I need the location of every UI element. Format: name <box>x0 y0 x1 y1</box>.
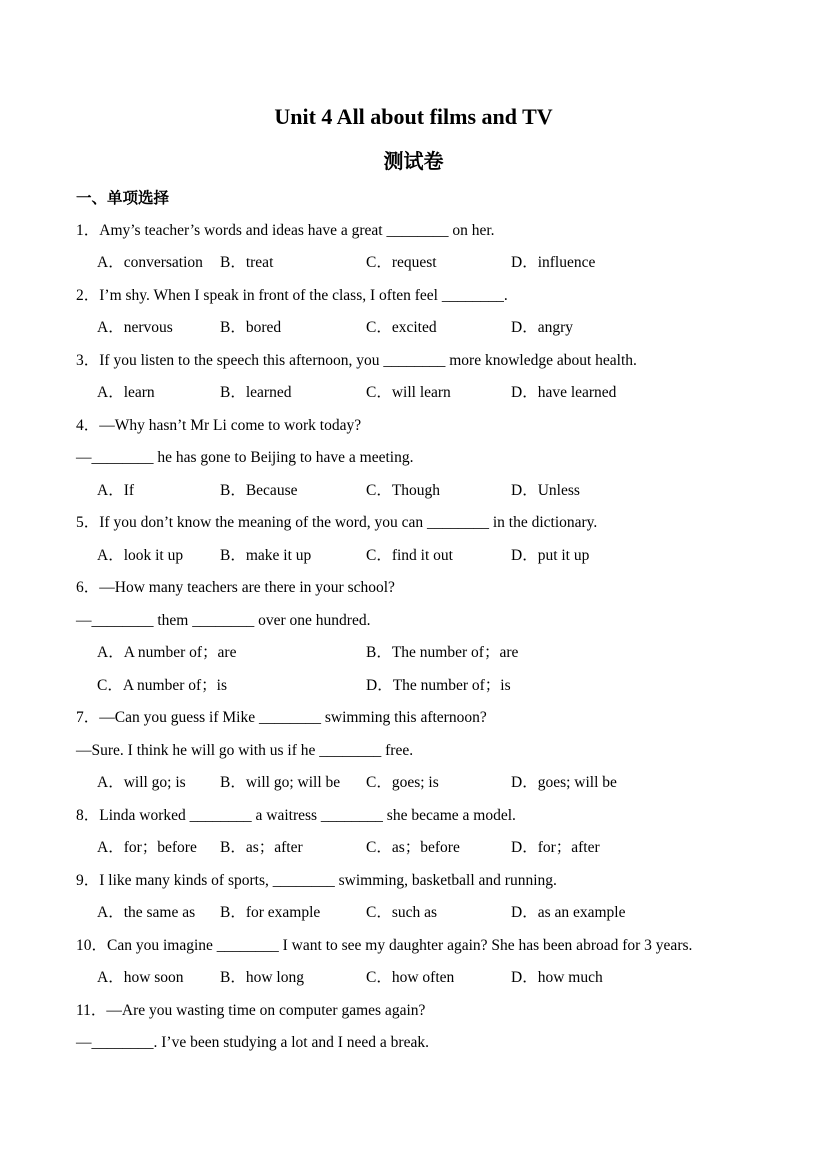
question-8-option-c: C．as；before <box>366 839 460 856</box>
question-4-option-d: D．Unless <box>511 481 580 499</box>
question-1-options <box>76 247 771 280</box>
section-heading: 一、单项选择 <box>76 189 170 207</box>
question-3-option-b: B．learned <box>220 384 292 401</box>
question-2-options <box>76 312 771 345</box>
question-6-options-row-2 <box>76 670 771 703</box>
question-6-option-d: D．The number of；is <box>366 676 511 694</box>
question-list <box>76 182 771 1060</box>
question-9-options <box>76 897 771 930</box>
question-5-stem: 5．If you don’t know the meaning of the word, you can ________ in the dictionary. <box>76 514 598 531</box>
question-5-options <box>76 540 771 573</box>
question-9-stem: 9．I like many kinds of sports, ________ swimming, basketball and running. <box>76 871 557 889</box>
question-4-options <box>76 475 771 508</box>
question-7-option-a: A．will go; is <box>97 774 186 791</box>
question-4-stem: 4．—Why hasn’t Mr Li come to work today? <box>76 416 362 434</box>
question-5-option-b: B．make it up <box>220 546 312 564</box>
question-4-option-a: A．If <box>97 481 135 499</box>
question-10-option-a: A．how soon <box>97 969 184 986</box>
question-6-stem: 6．—How many teachers are there in your school? <box>76 579 395 596</box>
question-9-option-d: D．as an example <box>511 904 626 921</box>
page-subtitle: 测试卷 <box>383 149 444 173</box>
question-10-option-b: B．how long <box>220 969 304 986</box>
question-7-stem: 7．—Can you guess if Mike ________ swimming this afternoon? <box>76 709 487 726</box>
question-5-option-a: A．look it up <box>97 546 184 564</box>
question-10-option-c: C．how often <box>366 969 455 986</box>
question-11-reply: —________. I’ve been studying a lot and I need a break. <box>76 1034 429 1051</box>
question-6-option-a: A．A number of；are <box>97 644 237 661</box>
question-7-option-c: C．goes; is <box>366 774 439 791</box>
question-1-option-d: D．influence <box>511 254 596 271</box>
question-9-option-c: C．such as <box>366 904 438 921</box>
question-3-option-c: C．will learn <box>366 384 451 401</box>
page-title: Unit 4 All about films and TV <box>274 104 553 129</box>
question-9-option-a: A．the same as <box>97 904 196 921</box>
question-2-option-a: A．nervous <box>97 319 173 336</box>
question-1-option-a: A．conversation <box>97 254 203 271</box>
question-4-reply: —________ he has gone to Beijing to have a meeting. <box>76 449 414 466</box>
question-2-stem: 2．I’m shy. When I speak in front of the class, I often feel ________. <box>76 286 508 304</box>
question-7-option-d: D．goes; will be <box>511 774 617 791</box>
question-8-option-d: D．for；after <box>511 839 600 856</box>
question-2-option-c: C．excited <box>366 319 437 336</box>
question-5-option-c: C．find it out <box>366 546 453 564</box>
question-9-option-b: B．for example <box>220 904 321 921</box>
question-7-options <box>76 767 771 800</box>
question-10-options <box>76 962 771 995</box>
question-3-options <box>76 377 771 410</box>
question-10-stem: 10．Can you imagine ________ I want to see my daughter again? She has been abroad for 3 years. <box>76 936 693 954</box>
question-1-option-c: C．request <box>366 254 437 271</box>
question-6-option-c: C．A number of；is <box>97 676 228 694</box>
question-1-stem: 1．Amy’s teacher’s words and ideas have a great ________ on her. <box>76 221 495 239</box>
question-1-option-b: B．treat <box>220 254 274 271</box>
question-3-option-a: A．learn <box>97 384 155 401</box>
question-6-options-row-1 <box>76 637 771 670</box>
question-8-options <box>76 832 771 865</box>
question-8-option-b: B．as；after <box>220 839 303 856</box>
question-8-option-a: A．for；before <box>97 839 197 856</box>
question-5-option-d: D．put it up <box>511 546 590 564</box>
question-6-option-b: B．The number of；are <box>366 644 519 661</box>
question-8-stem: 8．Linda worked ________ a waitress ________ she became a model. <box>76 806 516 824</box>
question-2-option-b: B．bored <box>220 319 282 336</box>
question-3-stem: 3．If you listen to the speech this afternoon, you ________ more knowledge about health. <box>76 351 637 369</box>
question-4-option-c: C．Though <box>366 481 441 499</box>
question-11-stem: 11．—Are you wasting time on computer games again? <box>76 1001 426 1019</box>
question-3-option-d: D．have learned <box>511 384 617 401</box>
question-10-option-d: D．how much <box>511 969 603 986</box>
question-7-reply: —Sure. I think he will go with us if he ________ free. <box>76 741 414 759</box>
question-2-option-d: D．angry <box>511 319 573 336</box>
question-7-option-b: B．will go; will be <box>220 774 341 791</box>
question-4-option-b: B．Because <box>220 481 298 499</box>
question-6-reply: —________ them ________ over one hundred. <box>76 611 371 629</box>
